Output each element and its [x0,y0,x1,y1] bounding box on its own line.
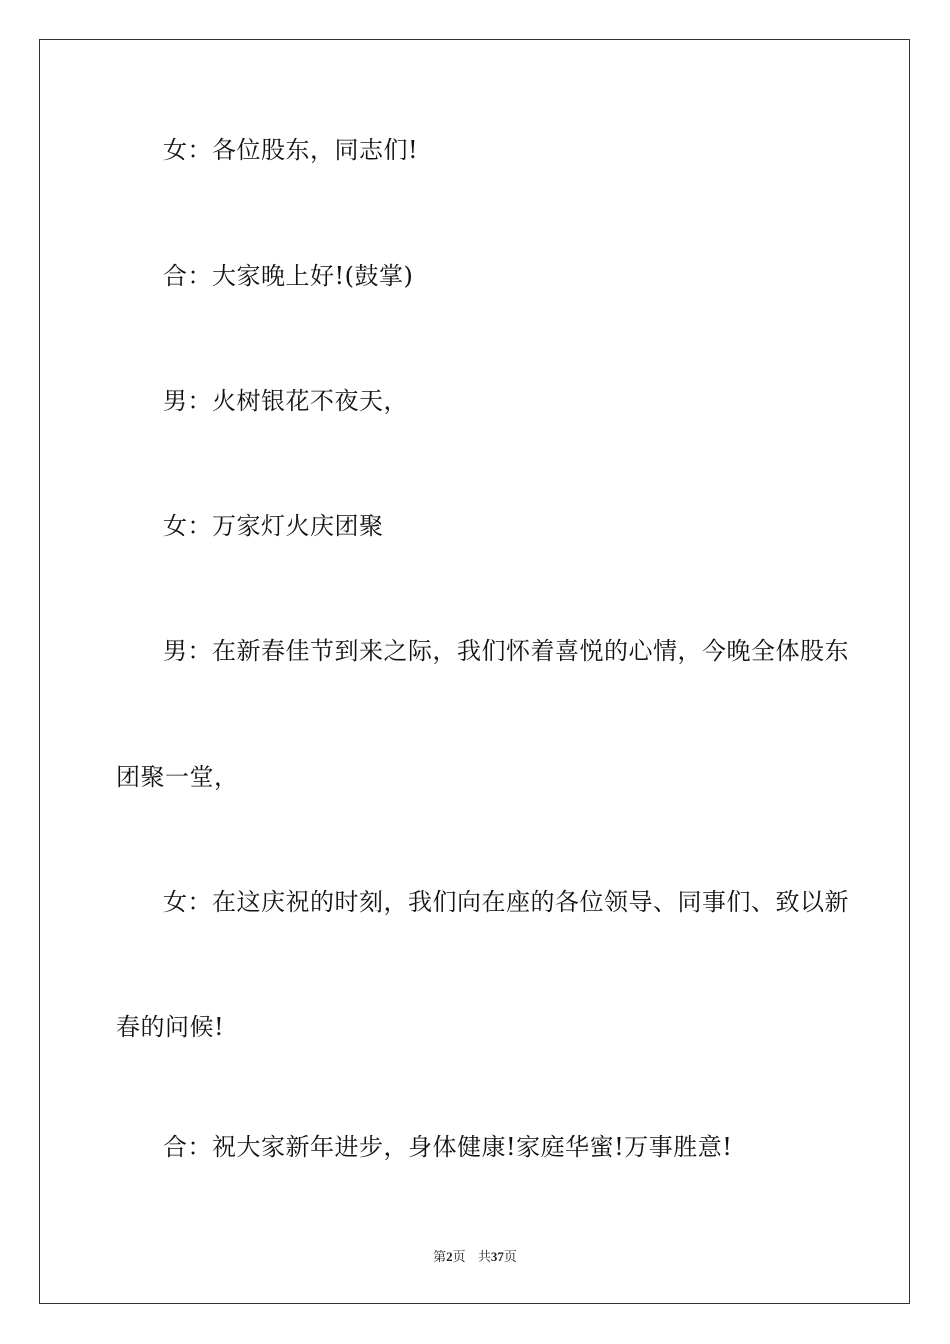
script-line-6-continuation: 春的问候! [116,1013,225,1041]
script-line-5: 男：在新春佳节到来之际，我们怀着喜悦的心情，今晚全体股东 [163,637,849,665]
script-line-3: 男：火树银花不夜天， [163,387,408,415]
script-line-1: 女：各位股东，同志们! [163,136,419,164]
script-line-7: 合：祝大家新年进步，身体健康!家庭华蜜!万事胜意! [163,1133,733,1161]
total-prefix: 共 [477,1250,491,1265]
script-line-4: 女：万家灯火庆团聚 [163,512,384,540]
script-line-2: 合：大家晚上好!(鼓掌) [163,262,414,290]
total-indicator [478,1250,517,1265]
page-border [39,39,910,1304]
total-suffix: 页 [503,1250,517,1265]
page-prefix: 第 [433,1250,447,1265]
total-number: 37 [490,1249,504,1264]
page-footer [0,1246,950,1265]
script-line-6: 女：在这庆祝的时刻，我们向在座的各位领导、同事们、致以新 [163,888,849,916]
page-suffix: 页 [452,1250,466,1265]
page-indicator [433,1250,466,1265]
page-number: 2 [446,1249,453,1264]
script-line-5-continuation: 团聚一堂， [116,763,239,791]
